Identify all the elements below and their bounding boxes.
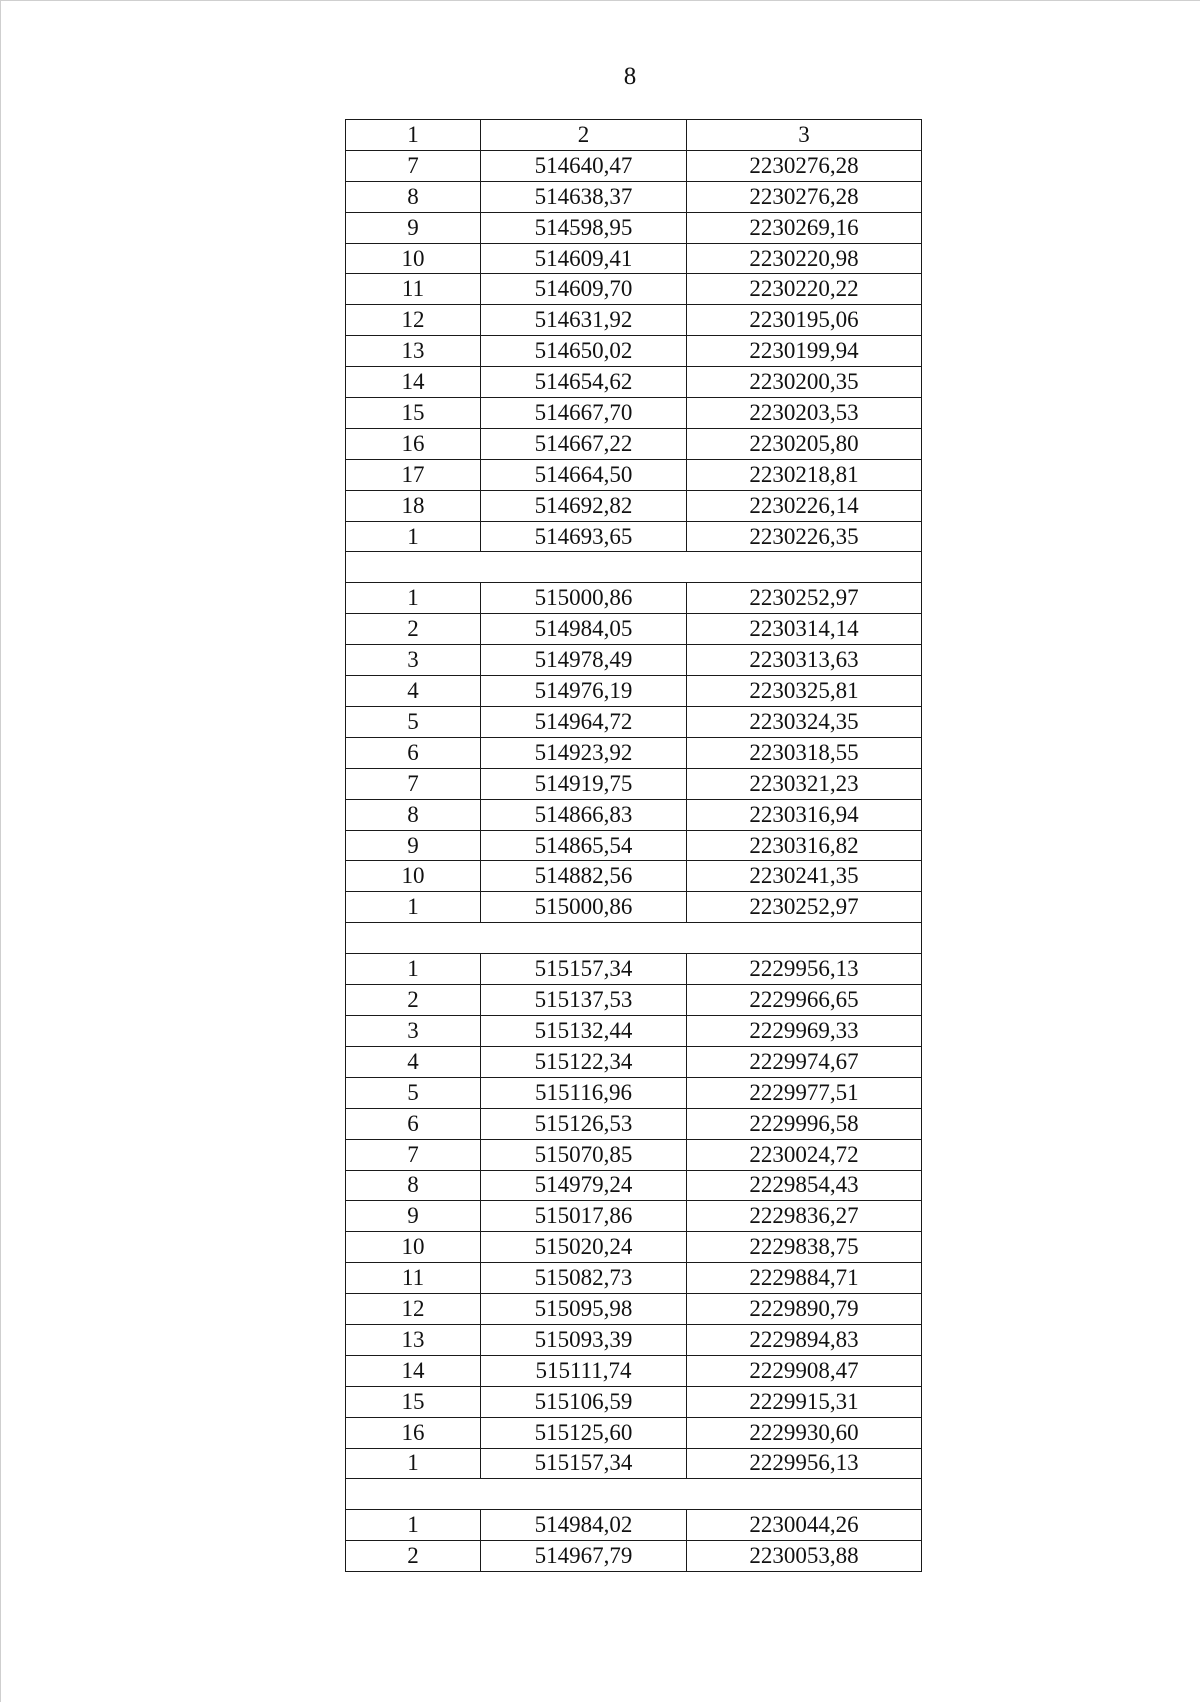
y-coordinate-cell: 2230252,97 [687, 583, 922, 614]
scan-top-edge [0, 0, 1200, 1]
x-coordinate-cell: 514984,05 [481, 614, 687, 645]
x-coordinate-cell: 515106,59 [481, 1386, 687, 1417]
point-number-cell: 14 [346, 1355, 481, 1386]
point-number-cell: 12 [346, 305, 481, 336]
y-coordinate-cell: 2230276,28 [687, 181, 922, 212]
x-coordinate-cell: 514650,02 [481, 336, 687, 367]
header-cell-x: 2 [481, 120, 687, 151]
y-coordinate-cell: 2230314,14 [687, 614, 922, 645]
table-row [346, 1541, 922, 1572]
table-row [346, 1417, 922, 1448]
point-number-cell: 10 [346, 243, 481, 274]
y-coordinate-cell: 2229956,13 [687, 1448, 922, 1479]
y-coordinate-cell: 2230053,88 [687, 1541, 922, 1572]
point-number-cell: 8 [346, 181, 481, 212]
table-row [346, 1324, 922, 1355]
point-number-cell: 1 [346, 583, 481, 614]
y-coordinate-cell: 2230203,53 [687, 398, 922, 429]
point-number-cell: 5 [346, 707, 481, 738]
x-coordinate-cell: 514631,92 [481, 305, 687, 336]
table-row [346, 1201, 922, 1232]
table-row [346, 428, 922, 459]
y-coordinate-cell: 2230044,26 [687, 1510, 922, 1541]
point-number-cell: 3 [346, 1016, 481, 1047]
x-coordinate-cell: 514964,72 [481, 707, 687, 738]
point-number-cell: 5 [346, 1077, 481, 1108]
x-coordinate-cell: 514866,83 [481, 799, 687, 830]
section-separator-cell [346, 923, 922, 954]
y-coordinate-cell: 2229854,43 [687, 1170, 922, 1201]
table-row [346, 336, 922, 367]
point-number-cell: 7 [346, 150, 481, 181]
section-separator-row [346, 552, 922, 583]
point-number-cell: 16 [346, 1417, 481, 1448]
y-coordinate-cell: 2229836,27 [687, 1201, 922, 1232]
y-coordinate-cell: 2230218,81 [687, 459, 922, 490]
table-row [346, 150, 922, 181]
scan-left-edge [0, 0, 1, 1702]
x-coordinate-cell: 514882,56 [481, 861, 687, 892]
x-coordinate-cell: 514598,95 [481, 212, 687, 243]
table-row [346, 861, 922, 892]
table-row [346, 830, 922, 861]
y-coordinate-cell: 2229977,51 [687, 1077, 922, 1108]
y-coordinate-cell: 2230313,63 [687, 645, 922, 676]
table-row [346, 1139, 922, 1170]
y-coordinate-cell: 2230200,35 [687, 367, 922, 398]
header-cell-point: 1 [346, 120, 481, 151]
table-row [346, 985, 922, 1016]
point-number-cell: 1 [346, 1448, 481, 1479]
point-number-cell: 18 [346, 490, 481, 521]
point-number-cell: 8 [346, 799, 481, 830]
point-number-cell: 1 [346, 954, 481, 985]
table-row [346, 1386, 922, 1417]
y-coordinate-cell: 2230226,14 [687, 490, 922, 521]
table-row [346, 1016, 922, 1047]
y-coordinate-cell: 2229974,67 [687, 1046, 922, 1077]
x-coordinate-cell: 515070,85 [481, 1139, 687, 1170]
y-coordinate-cell: 2230220,98 [687, 243, 922, 274]
table-row [346, 645, 922, 676]
point-number-cell: 11 [346, 274, 481, 305]
table-row [346, 181, 922, 212]
y-coordinate-cell: 2230195,06 [687, 305, 922, 336]
point-number-cell: 9 [346, 1201, 481, 1232]
point-number-cell: 9 [346, 212, 481, 243]
table-row [346, 1448, 922, 1479]
table-row [346, 583, 922, 614]
point-number-cell: 1 [346, 892, 481, 923]
y-coordinate-cell: 2230325,81 [687, 676, 922, 707]
table-row [346, 1294, 922, 1325]
table-row [346, 1263, 922, 1294]
table-row [346, 1510, 922, 1541]
table-row [346, 1170, 922, 1201]
table-row [346, 521, 922, 552]
point-number-cell: 1 [346, 1510, 481, 1541]
x-coordinate-cell: 515093,39 [481, 1324, 687, 1355]
x-coordinate-cell: 515095,98 [481, 1294, 687, 1325]
y-coordinate-cell: 2230252,97 [687, 892, 922, 923]
table-row [346, 614, 922, 645]
x-coordinate-cell: 515017,86 [481, 1201, 687, 1232]
x-coordinate-cell: 514693,65 [481, 521, 687, 552]
y-coordinate-cell: 2230220,22 [687, 274, 922, 305]
y-coordinate-cell: 2230321,23 [687, 768, 922, 799]
x-coordinate-cell: 515000,86 [481, 583, 687, 614]
x-coordinate-cell: 515111,74 [481, 1355, 687, 1386]
point-number-cell: 15 [346, 398, 481, 429]
header-cell-y: 3 [687, 120, 922, 151]
table-row [346, 1108, 922, 1139]
table-row [346, 212, 922, 243]
x-coordinate-cell: 515126,53 [481, 1108, 687, 1139]
point-number-cell: 6 [346, 1108, 481, 1139]
x-coordinate-cell: 514692,82 [481, 490, 687, 521]
table-row [346, 398, 922, 429]
x-coordinate-cell: 514865,54 [481, 830, 687, 861]
section-separator-row [346, 923, 922, 954]
y-coordinate-cell: 2229890,79 [687, 1294, 922, 1325]
y-coordinate-cell: 2230241,35 [687, 861, 922, 892]
point-number-cell: 10 [346, 1232, 481, 1263]
table-row [346, 768, 922, 799]
x-coordinate-cell: 514638,37 [481, 181, 687, 212]
y-coordinate-cell: 2230205,80 [687, 428, 922, 459]
y-coordinate-cell: 2230276,28 [687, 150, 922, 181]
point-number-cell: 1 [346, 521, 481, 552]
y-coordinate-cell: 2230269,16 [687, 212, 922, 243]
y-coordinate-cell: 2229956,13 [687, 954, 922, 985]
table-row [346, 1355, 922, 1386]
y-coordinate-cell: 2230324,35 [687, 707, 922, 738]
x-coordinate-cell: 514667,22 [481, 428, 687, 459]
point-number-cell: 16 [346, 428, 481, 459]
table-row [346, 1232, 922, 1263]
x-coordinate-cell: 514654,62 [481, 367, 687, 398]
x-coordinate-cell: 514609,70 [481, 274, 687, 305]
y-coordinate-cell: 2229894,83 [687, 1324, 922, 1355]
table-row [346, 676, 922, 707]
x-coordinate-cell: 515157,34 [481, 954, 687, 985]
x-coordinate-cell: 514967,79 [481, 1541, 687, 1572]
point-number-cell: 12 [346, 1294, 481, 1325]
y-coordinate-cell: 2230316,94 [687, 799, 922, 830]
point-number-cell: 15 [346, 1386, 481, 1417]
point-number-cell: 7 [346, 1139, 481, 1170]
x-coordinate-cell: 515122,34 [481, 1046, 687, 1077]
x-coordinate-cell: 515020,24 [481, 1232, 687, 1263]
point-number-cell: 4 [346, 676, 481, 707]
y-coordinate-cell: 2230199,94 [687, 336, 922, 367]
x-coordinate-cell: 514919,75 [481, 768, 687, 799]
point-number-cell: 10 [346, 861, 481, 892]
table-row [346, 954, 922, 985]
table-row [346, 707, 922, 738]
x-coordinate-cell: 515116,96 [481, 1077, 687, 1108]
table-header-row [346, 120, 922, 151]
point-number-cell: 11 [346, 1263, 481, 1294]
x-coordinate-cell: 515137,53 [481, 985, 687, 1016]
point-number-cell: 3 [346, 645, 481, 676]
point-number-cell: 9 [346, 830, 481, 861]
point-number-cell: 13 [346, 1324, 481, 1355]
table-row [346, 274, 922, 305]
y-coordinate-cell: 2229930,60 [687, 1417, 922, 1448]
table-row [346, 737, 922, 768]
x-coordinate-cell: 515082,73 [481, 1263, 687, 1294]
page-number: 8 [623, 63, 637, 90]
point-number-cell: 13 [346, 336, 481, 367]
y-coordinate-cell: 2229838,75 [687, 1232, 922, 1263]
y-coordinate-cell: 2229966,65 [687, 985, 922, 1016]
x-coordinate-cell: 514984,02 [481, 1510, 687, 1541]
section-separator-cell [346, 552, 922, 583]
x-coordinate-cell: 514923,92 [481, 737, 687, 768]
x-coordinate-cell: 514640,47 [481, 150, 687, 181]
y-coordinate-cell: 2230024,72 [687, 1139, 922, 1170]
table-row [346, 459, 922, 490]
y-coordinate-cell: 2229915,31 [687, 1386, 922, 1417]
x-coordinate-cell: 514667,70 [481, 398, 687, 429]
x-coordinate-cell: 514978,49 [481, 645, 687, 676]
y-coordinate-cell: 2229996,58 [687, 1108, 922, 1139]
x-coordinate-cell: 514664,50 [481, 459, 687, 490]
x-coordinate-cell: 515132,44 [481, 1016, 687, 1047]
point-number-cell: 17 [346, 459, 481, 490]
point-number-cell: 14 [346, 367, 481, 398]
table-row [346, 1077, 922, 1108]
x-coordinate-cell: 514979,24 [481, 1170, 687, 1201]
point-number-cell: 6 [346, 737, 481, 768]
table-row [346, 367, 922, 398]
y-coordinate-cell: 2229908,47 [687, 1355, 922, 1386]
point-number-cell: 8 [346, 1170, 481, 1201]
table-row [346, 243, 922, 274]
point-number-cell: 4 [346, 1046, 481, 1077]
y-coordinate-cell: 2230318,55 [687, 737, 922, 768]
point-number-cell: 2 [346, 614, 481, 645]
table-row [346, 305, 922, 336]
table-row [346, 799, 922, 830]
x-coordinate-cell: 514976,19 [481, 676, 687, 707]
point-number-cell: 7 [346, 768, 481, 799]
x-coordinate-cell: 515000,86 [481, 892, 687, 923]
y-coordinate-cell: 2230316,82 [687, 830, 922, 861]
coordinates-table [345, 119, 922, 1572]
table-row [346, 1046, 922, 1077]
y-coordinate-cell: 2230226,35 [687, 521, 922, 552]
x-coordinate-cell: 514609,41 [481, 243, 687, 274]
point-number-cell: 2 [346, 985, 481, 1016]
x-coordinate-cell: 515125,60 [481, 1417, 687, 1448]
y-coordinate-cell: 2229969,33 [687, 1016, 922, 1047]
section-separator-cell [346, 1479, 922, 1510]
table-row [346, 490, 922, 521]
y-coordinate-cell: 2229884,71 [687, 1263, 922, 1294]
coordinates-table-body [346, 120, 922, 1572]
x-coordinate-cell: 515157,34 [481, 1448, 687, 1479]
section-separator-row [346, 1479, 922, 1510]
point-number-cell: 2 [346, 1541, 481, 1572]
table-row [346, 892, 922, 923]
